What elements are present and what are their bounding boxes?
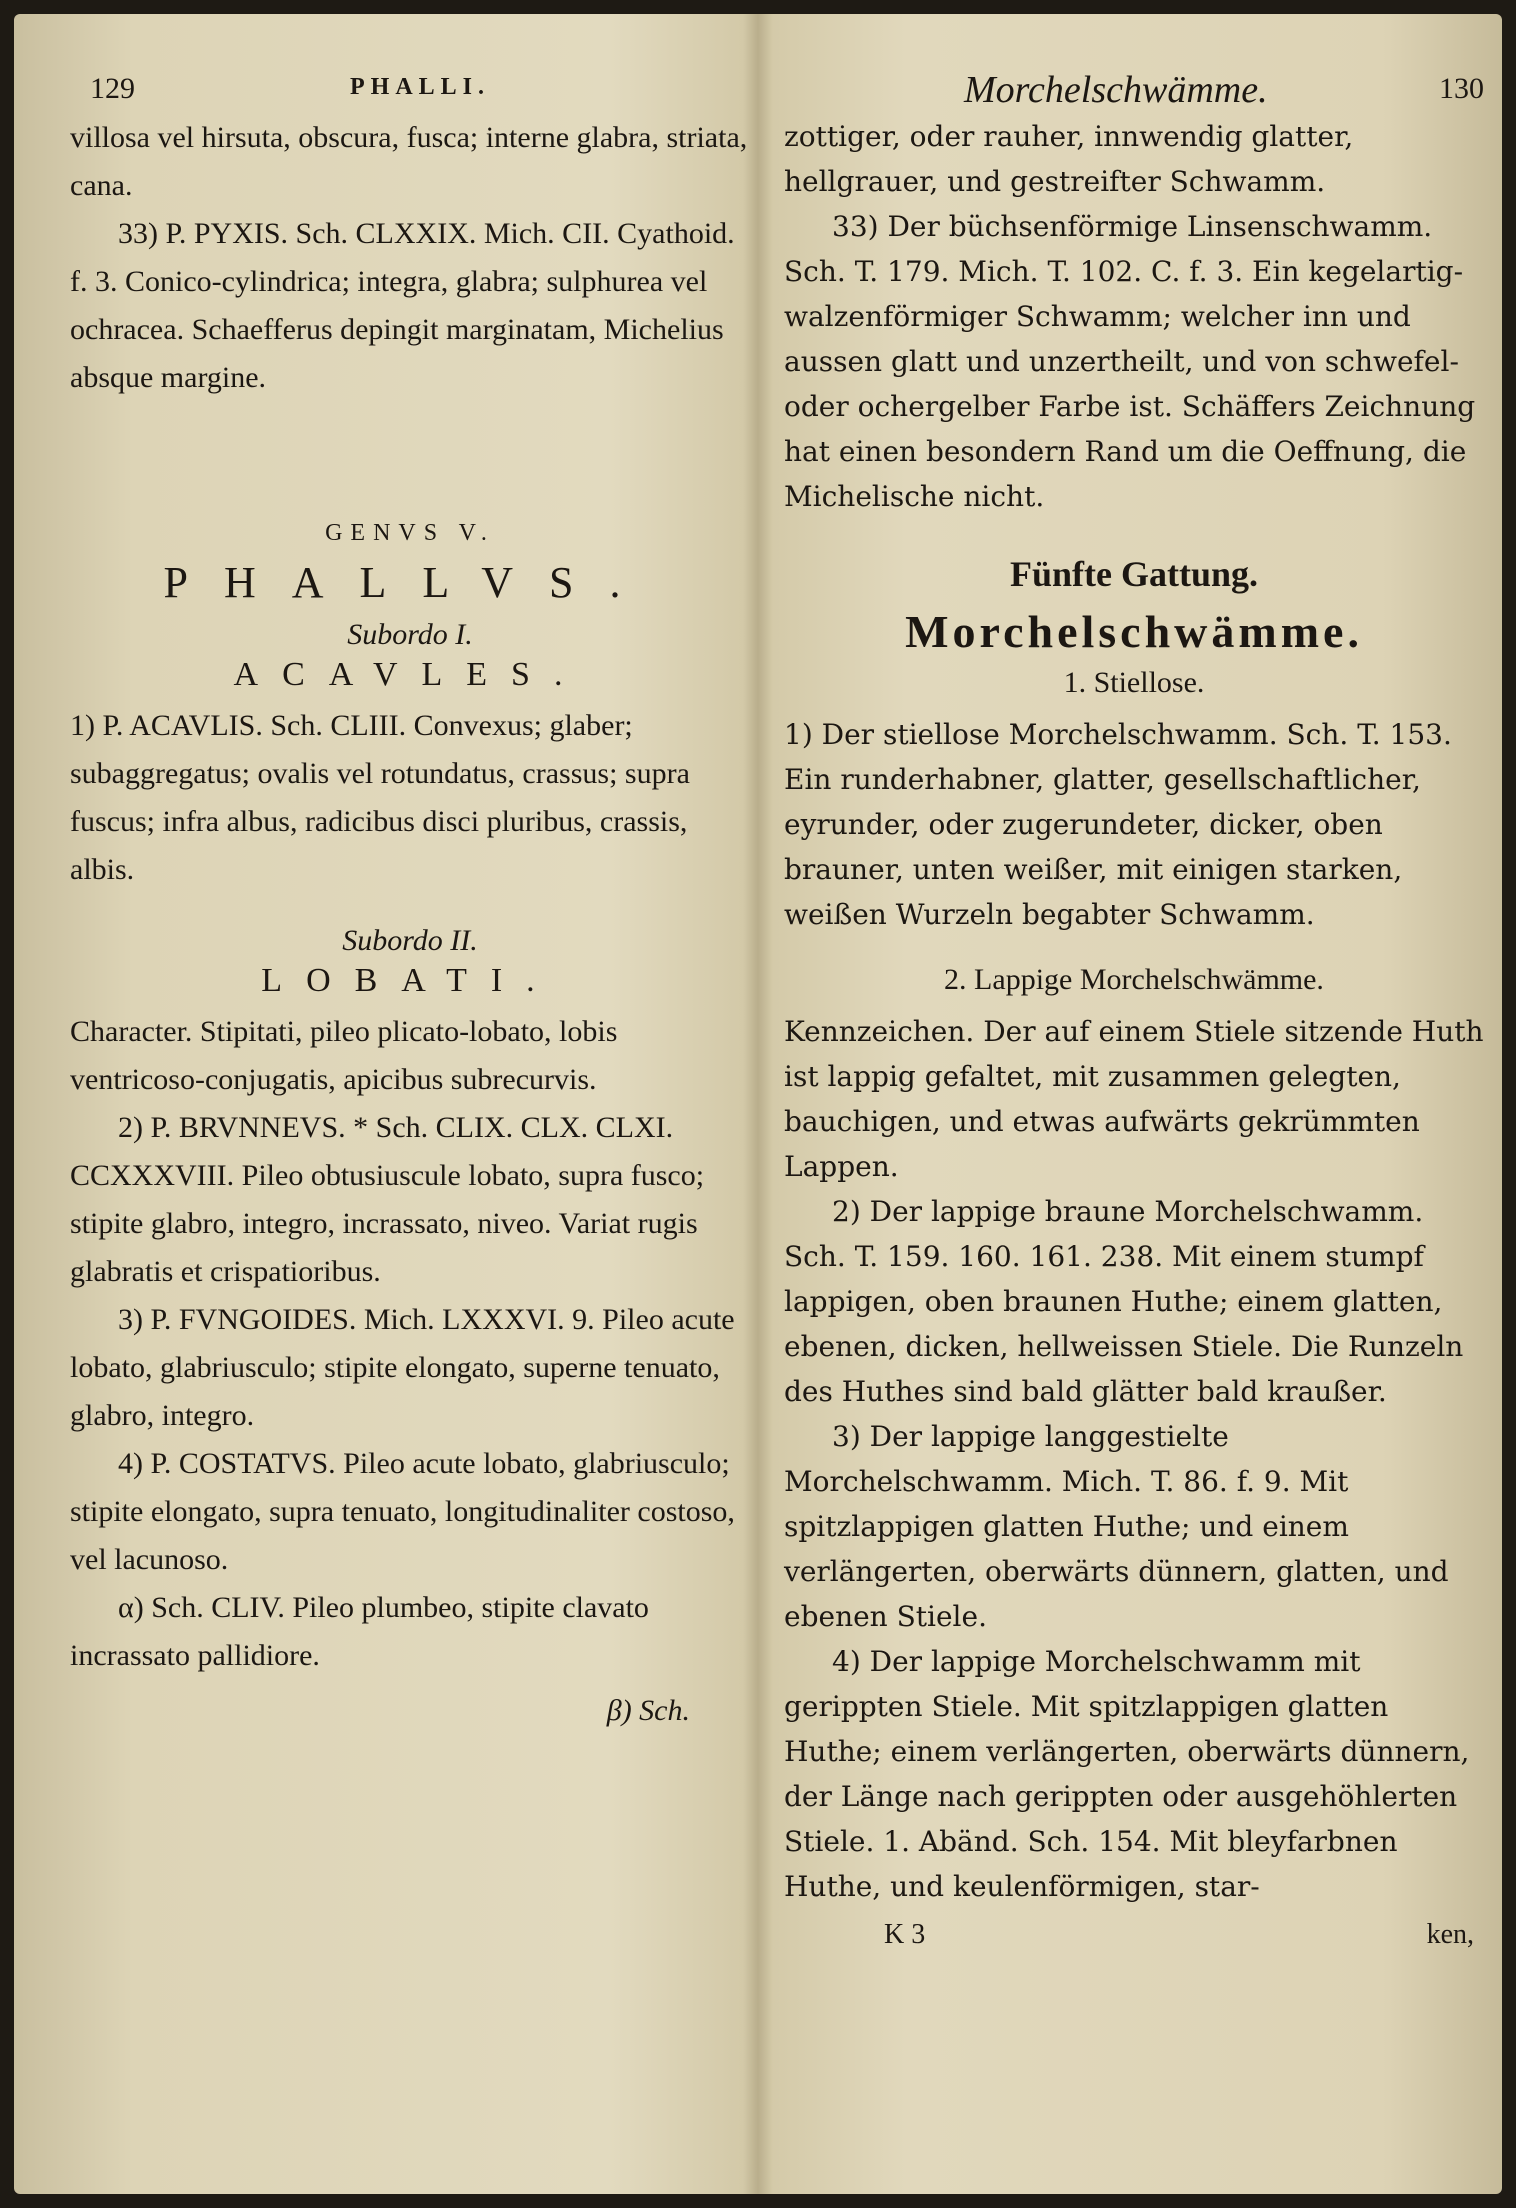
signature-mark: K 3	[884, 1919, 926, 1950]
right-running-head	[784, 54, 1484, 114]
left-page-number: 129	[90, 72, 135, 105]
left-running-head	[70, 54, 750, 114]
left-running-title: PHALLI.	[350, 74, 491, 100]
species-gerippt: 4) Der lappige Morchelschwamm mit gerippten Stiele. Mit spitzlappigen glatten Huthe; einem verlängerten, oberwärts dünnern, der Länge nach gerippten oder ausgehöhlerten Stiele. 1. Abänd. Sch. 154. Mit bleyfarbnen Huthe, und keulenförmigen, star-	[784, 1645, 1470, 1903]
lappige-heading: 2. Lappige Morchelschwämme.	[944, 963, 1324, 996]
subordo-1-heading: Subordo I.	[347, 618, 473, 651]
fuenfte-gattung-heading: Fünfte Gattung.	[1009, 554, 1258, 594]
species-buechsenfoermig: 33) Der büchsenförmige Linsenschwamm. Sch. T. 179. Mich. T. 102. C. f. 3. Ein kegelartig-walzenförmiger Schwamm; welcher inn und aussen glatt und unzertheilt, und von schwefel- oder ochergelber Farbe ist. Schäffers Zeichnung hat einen besondern Rand um die Oeffnung, die Michelische nicht.	[784, 210, 1476, 513]
variety-alpha: α) Sch. CLIV. Pileo plumbeo, stipite clavato incrassato pallidiore.	[70, 1591, 649, 1672]
right-footer	[784, 1913, 1484, 1963]
species-brunneus: 2) P. BRVNNEVS. * Sch. CLIX. CLX. CLXI. CCXXXVIII. Pileo obtusiuscule lobato, supra fusco; stipite glabro, integro, incrassato, niveo. Variat rugis glabratis et crispatioribus.	[70, 1111, 705, 1288]
species-costatus: 4) P. COSTATVS. Pileo acute lobato, glabriusculo; stipite elongato, supra tenuato, longitudinaliter costoso, vel lacunoso.	[70, 1447, 735, 1576]
left-catchword: β) Sch.	[606, 1694, 690, 1727]
right-page-number: 130	[1439, 72, 1484, 105]
subordo-1-name: ACAVLES.	[233, 656, 587, 693]
species-langgestielt: 3) Der lappige langgestielte Morchelschwamm. Mich. T. 86. f. 9. Mit spitzlappigen glatten Huthe; und einem verlängerten, oberwärts dünnern, glatten, und ebenen Stiele.	[784, 1420, 1449, 1633]
book-spread	[14, 14, 1502, 2194]
left-page	[70, 54, 750, 1728]
right-paragraph: zottiger, oder rauher, innwendig glatter, hellgrauer, und gestreifter Schwamm.	[784, 120, 1354, 198]
right-page	[784, 54, 1484, 1963]
stiellose-heading: 1. Stiellose.	[1063, 666, 1205, 699]
right-running-title: Morchelschwämme.	[964, 69, 1268, 111]
subordo-2-heading: Subordo II.	[342, 924, 478, 957]
species-stiellose: 1) Der stiellose Morchelschwamm. Sch. T. 153. Ein runderhabner, glatter, gesellschaftlicher, eyrunder, oder zugerundeter, dicker, oben brauner, unten weißer, mit einigen starken, weißen Wurzeln begabter Schwamm.	[784, 718, 1452, 931]
genus-name: PHALLVS.	[163, 558, 657, 607]
species-acaulis: 1) P. ACAVLIS. Sch. CLIII. Convexus; glaber; subaggregatus; ovalis vel rotundatus, crassus; supra fuscus; infra albus, radicibus disci pluribus, crassis, albis.	[70, 709, 690, 886]
kennzeichen-paragraph: Kennzeichen. Der auf einem Stiele sitzende Huth ist lappig gefaltet, mit zusammen gelegten, bauchigen, und etwas aufwärts gekrümmten Lappen.	[784, 1015, 1484, 1183]
morchelschwaemme-heading: Morchelschwämme.	[905, 606, 1363, 657]
genus-heading: GENVS V.	[325, 520, 495, 546]
species-lappig-braun: 2) Der lappige braune Morchelschwamm. Sch. T. 159. 160. 161. 238. Mit einem stumpf lappigen, oben braunen Huthe; einem glatten, ebenen, dicken, hellweissen Stiele. Die Runzeln des Huthes sind bald glätter bald kraußer.	[784, 1195, 1464, 1408]
character-paragraph: Character. Stipitati, pileo plicato-lobato, lobis ventricoso-conjugatis, apicibus subrecurvis.	[70, 1015, 618, 1096]
species-pyxis: 33) P. PYXIS. Sch. CLXXIX. Mich. CII. Cyathoid. f. 3. Conico-cylindrica; integra, glabra; sulphurea vel ochracea. Schaefferus depingit marginatam, Michelius absque margine.	[70, 217, 735, 394]
left-paragraph: villosa vel hirsuta, obscura, fusca; interne glabra, striata, cana.	[70, 121, 748, 202]
species-fungoides: 3) P. FVNGOIDES. Mich. LXXXVI. 9. Pileo acute lobato, glabriusculo; stipite elongato, superne tenuato, glabro, integro.	[70, 1303, 735, 1432]
right-catchword: ken,	[1426, 1919, 1474, 1950]
subordo-2-name: LOBATI.	[261, 962, 559, 999]
